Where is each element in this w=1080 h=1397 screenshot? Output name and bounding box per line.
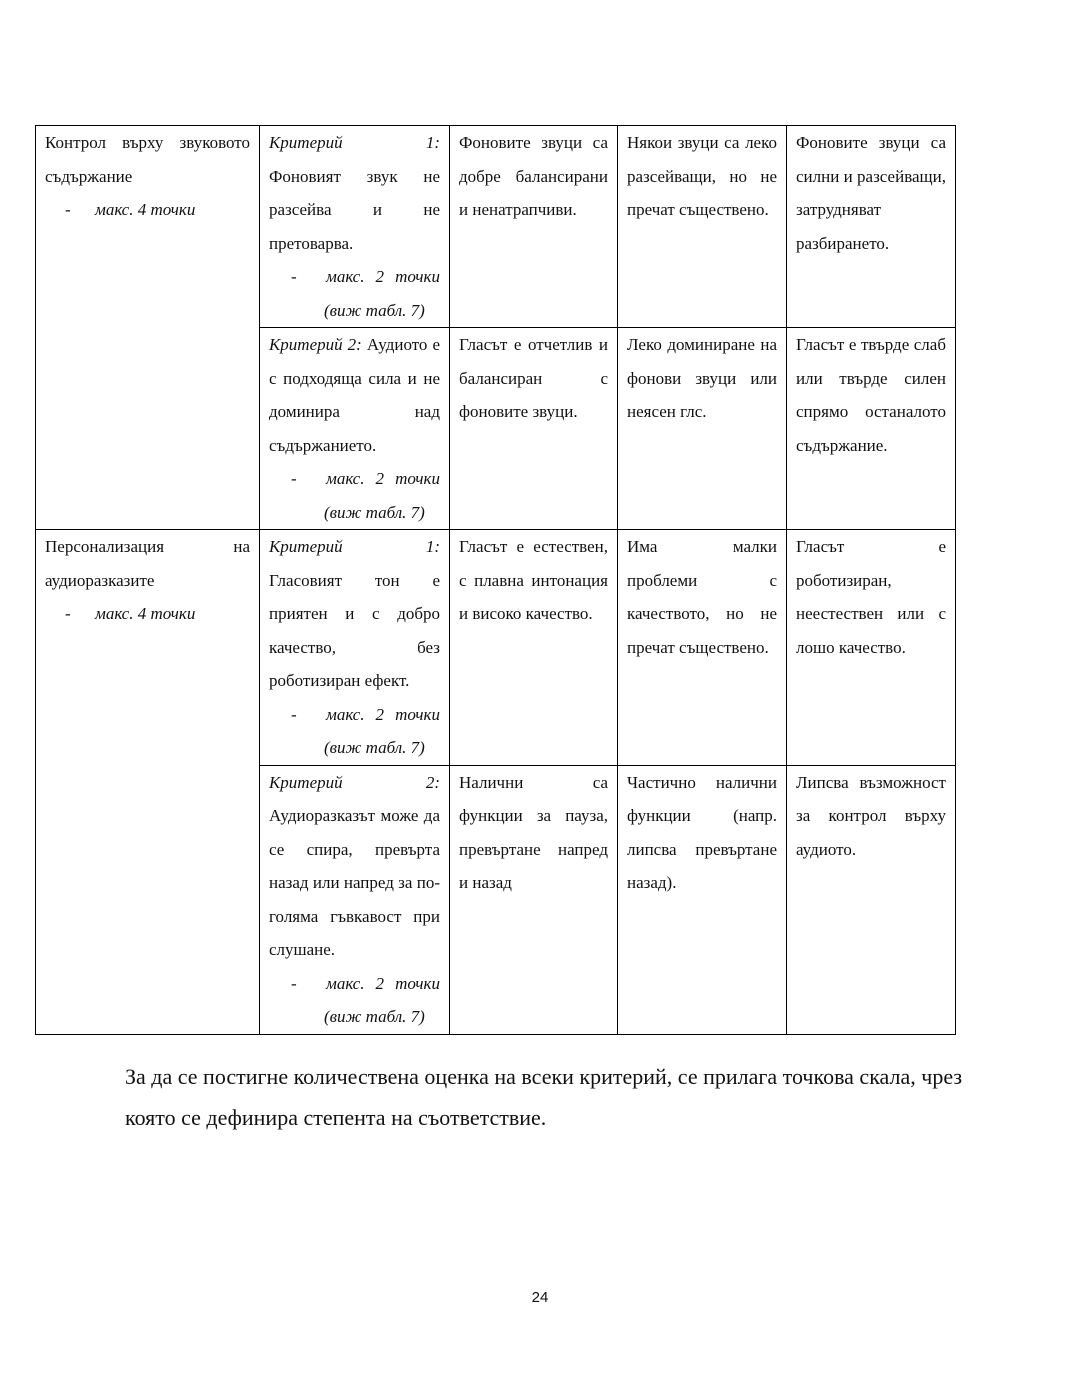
criterion-max: - макс. 2 точки bbox=[291, 267, 440, 286]
criterion-label: Критерий 1: bbox=[269, 133, 440, 152]
table-row bbox=[36, 530, 956, 766]
level-cell: Липсва възможност за контрол върху аудиото. bbox=[787, 765, 956, 1034]
criterion-label: Критерий 2: bbox=[269, 772, 440, 792]
level-cell: Има малки проблеми с качеството, но не пречат съществено. bbox=[618, 530, 787, 766]
criteria-table bbox=[35, 125, 956, 1035]
group-cell bbox=[36, 530, 260, 1035]
page-number: 24 bbox=[531, 1289, 549, 1306]
criterion-cell bbox=[260, 530, 450, 766]
level-cell: Гласът е роботизиран, неестествен или с лошо качество. bbox=[787, 530, 956, 766]
criterion-max: - макс. 2 точки bbox=[291, 973, 440, 993]
criterion-text: Критерий 2: Аудиото е с подходяща сила и не доминира над съдържанието. bbox=[269, 335, 441, 455]
criterion-label: Критерий 2: bbox=[269, 335, 362, 354]
group-max: - макс. 4 точки bbox=[65, 604, 196, 623]
criterion-ref: (виж табл. 7) bbox=[324, 300, 425, 320]
level-cell: Гласът е естествен, с плавна интонация и високо качество. bbox=[450, 530, 618, 766]
criterion-ref: (виж табл. 7) bbox=[324, 502, 425, 522]
criterion-max: - макс. 2 точки bbox=[291, 704, 440, 724]
criterion-cell bbox=[260, 126, 450, 328]
group-cell bbox=[36, 126, 260, 530]
criterion-text: Гласовият тон е приятен и с добро качество, без роботизиран ефект. bbox=[269, 570, 440, 690]
level-cell: Леко доминиране на фонови звуци или неясен глс. bbox=[618, 328, 787, 530]
criterion-cell bbox=[260, 328, 450, 530]
criterion-ref: (виж табл. 7) bbox=[324, 738, 425, 757]
criterion-label: Критерий 1: bbox=[269, 537, 440, 556]
level-cell: Частично налични функции (напр. липсва превъртане назад). bbox=[618, 765, 787, 1034]
criterion-max: - макс. 2 точки bbox=[291, 469, 440, 488]
criterion-text: Аудиоразказът може да се спира, превърта назад или напред за по-голяма гъвкавост при слушане. bbox=[269, 806, 440, 959]
criterion-text: Фоновият звук не разсейва и не претоварва. bbox=[269, 166, 440, 253]
criterion-ref: (виж табл. 7) bbox=[324, 1007, 425, 1026]
level-cell: Фоновите звуци са добре балансирани и ненатрапчиви. bbox=[450, 126, 618, 328]
table-row bbox=[36, 126, 956, 328]
level-cell: Налични са функции за пауза, превъртане напред и назад bbox=[450, 765, 618, 1034]
criterion-cell bbox=[260, 765, 450, 1034]
level-cell: Гласът е отчетлив и балансиран с фоновите звуци. bbox=[450, 328, 618, 530]
level-cell: Фоновите звуци са силни и разсейващи, затрудняват разбирането. bbox=[787, 126, 956, 328]
level-cell: Някои звуци са леко разсейващи, но не пречат съществено. bbox=[618, 126, 787, 328]
level-cell: Гласът е твърде слаб или твърде силен спрямо останалото съдържание. bbox=[787, 328, 956, 530]
group-name: Контрол върху звуковото съдържание bbox=[45, 133, 250, 186]
group-max: - макс. 4 точки bbox=[65, 200, 196, 219]
group-name: Персонализация на аудиоразказите bbox=[45, 537, 250, 590]
body-paragraph: За да се постигне количествена оценка на всеки критерий, се прилага точкова скала, чрез която се дефинира степента на съответствие. bbox=[125, 1064, 963, 1130]
